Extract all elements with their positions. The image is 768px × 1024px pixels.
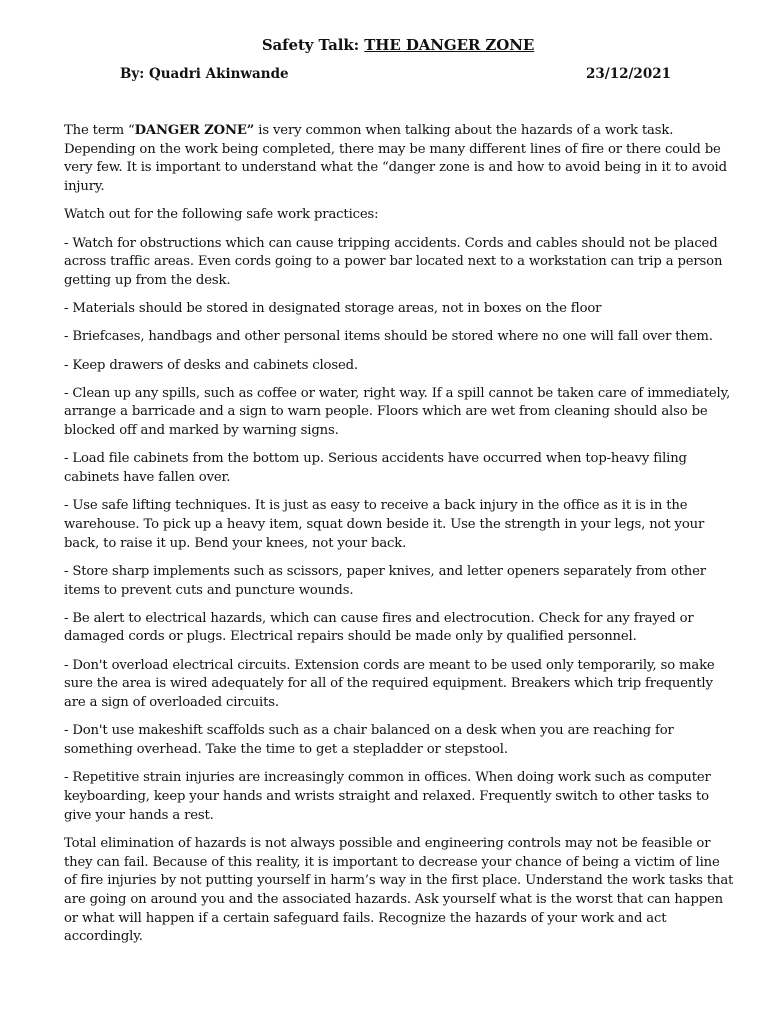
practice-item: - Don't overload electrical circuits. Extension cords are meant to be used only temporarily, so make sure the area is wired adequately for all of the required equipment. Breakers which trip frequently are a sign of overloaded circuits. [64, 657, 715, 711]
document-body [64, 122, 734, 957]
practice-item: - Keep drawers of desks and cabinets closed. [64, 357, 358, 373]
intro-term: DANGER ZONE” [134, 123, 255, 138]
author-line: By: Quadri Akinwande [120, 66, 289, 82]
intro-paragraph [64, 122, 734, 197]
intro-rest: is very common when talking about the hazards of a work task. Depending on the work being completed, there may be many different lines of fire or there could be very few. It is important to understand what the “danger zone is and how to avoid being in it to avoid injury. [64, 123, 727, 195]
practice-item: - Use safe lifting techniques. It is just as easy to receive a back injury in the office as it is in the warehouse. To pick up a heavy item, squat down beside it. Use the strength in your legs, not your back, to raise it up. Bend your knees, not your back. [64, 498, 705, 551]
watch-intro-paragraph: Watch out for the following safe work practices: [64, 207, 379, 223]
practice-item: - Briefcases, handbags and other personal items should be stored where no one will fall over them. [64, 329, 713, 345]
title-prefix: Safety Talk: [261, 36, 365, 54]
practice-item: - Store sharp implements such as scissors, paper knives, and letter openers separately from other items to prevent cuts and puncture wounds. [64, 563, 706, 598]
conclusion-paragraph: Total elimination of hazards is not always possible and engineering controls may not be feasible or they can fail. Because of this reality, it is important to decrease your chance of being a victim of line of fire injuries by not putting yourself in harm’s way in the first place. Understand the work tasks that are going on around you and the associated hazards. Ask yourself what is the worst that can happen or what will happen if a certain safeguard fails. Recognize the hazards of your work and act accordingly. [64, 835, 734, 945]
practice-item: - Watch for obstructions which can cause tripping accidents. Cords and cables should not be placed across traffic areas. Even cords going to a power bar located next to a workstation can trip a person getting up from the desk. [64, 235, 723, 288]
practice-item: - Repetitive strain injuries are increasingly common in offices. When doing work such as computer keyboarding, keep your hands and wrists straight and relaxed. Frequently switch to other tasks to give your hands a rest. [64, 770, 711, 823]
title-main: THE DANGER ZONE [364, 36, 535, 54]
date-line: 23/12/2021 [586, 66, 672, 82]
practice-item: - Don't use makeshift scaffolds such as a chair balanced on a desk when you are reaching for something overhead. Take the time to get a stepladder or stepstool. [64, 723, 674, 757]
practice-item: - Materials should be stored in designated storage areas, not in boxes on the floor [64, 301, 602, 317]
intro-lead: The term “ [64, 123, 135, 138]
page-title [0, 36, 768, 54]
practice-item: - Be alert to electrical hazards, which can cause fires and electrocution. Check for any frayed or damaged cords or plugs. Electrical repairs should be made only by qualified personnel. [64, 610, 694, 645]
practice-item: - Load file cabinets from the bottom up. Serious accidents have occurred when top-heavy filing cabinets have fallen over. [64, 451, 687, 486]
practice-item: - Clean up any spills, such as coffee or water, right way. If a spill cannot be taken care of immediately, arrange a barricade and a sign to warn people. Floors which are wet from cleaning should also be blocked off and marked by warning signs. [64, 385, 731, 439]
